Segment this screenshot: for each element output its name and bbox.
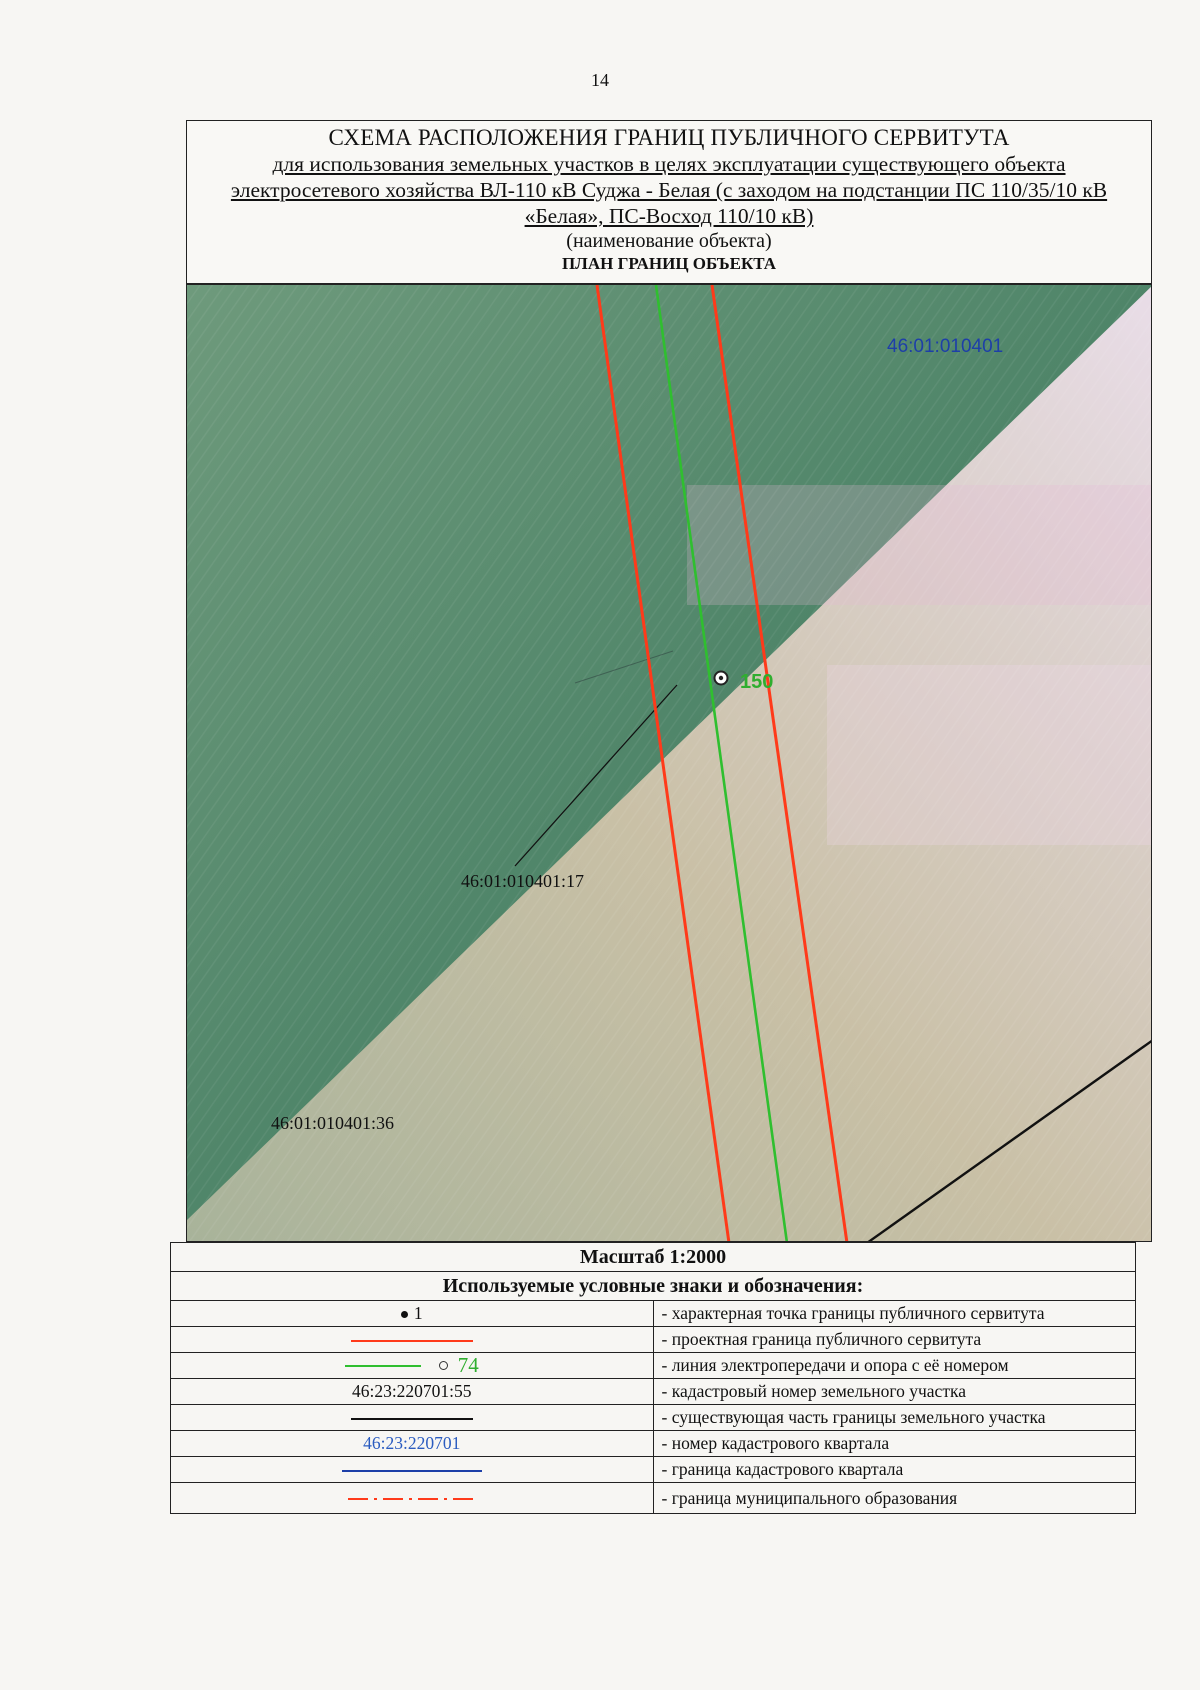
parcel-label: 46:01:010401:36 — [271, 1113, 395, 1133]
legend-symbol — [171, 1405, 654, 1431]
page-number: 14 — [591, 70, 609, 90]
legend-text: - существующая часть границы земельного участка — [653, 1405, 1136, 1431]
blue-line-icon — [342, 1470, 482, 1472]
black-line-icon — [351, 1418, 473, 1420]
dash-dot-line-icon — [348, 1497, 476, 1501]
object-caption: (наименование объекта) — [566, 230, 772, 252]
legend-row — [171, 1457, 1136, 1483]
legend-row — [171, 1431, 1136, 1457]
legend-row — [171, 1405, 1136, 1431]
map-plan — [186, 284, 1152, 1242]
legend-symbol: 74 — [171, 1353, 654, 1379]
legend-text: - характерная точка границы публичного сервитута — [653, 1301, 1136, 1327]
scheme-title: СХЕМА РАСПОЛОЖЕНИЯ ГРАНИЦ ПУБЛИЧНОГО СЕРВИТУТА — [328, 125, 1010, 150]
legend-text: - линия электропередачи и опора с её номером — [653, 1353, 1136, 1379]
scale-label: Масштаб 1:2000 — [171, 1243, 1136, 1272]
satellite-map — [187, 285, 1152, 1242]
pole-number: 150 — [740, 671, 774, 693]
legend-table — [170, 1242, 1136, 1514]
legend-text: - граница муниципального образования — [653, 1483, 1136, 1514]
legend-text: - проектная граница публичного сервитута — [653, 1327, 1136, 1353]
legend-heading: Используемые условные знаки и обозначения: — [171, 1272, 1136, 1301]
legend-symbol: 1 — [171, 1301, 654, 1327]
legend-text: - кадастровый номер земельного участка — [653, 1379, 1136, 1405]
pole-icon — [439, 1361, 448, 1370]
legend-symbol — [171, 1483, 654, 1514]
legend-text: - граница кадастрового квартала — [653, 1457, 1136, 1483]
legend-symbol — [171, 1457, 654, 1483]
legend-symbol: 46:23:220701 — [171, 1431, 654, 1457]
parcel-label: 46:01:010401:17 — [461, 871, 585, 891]
title-block — [186, 120, 1152, 284]
legend-symbol — [171, 1327, 654, 1353]
plan-title: ПЛАН ГРАНИЦ ОБЪЕКТА — [561, 254, 777, 273]
legend-row — [171, 1379, 1136, 1405]
green-line-icon — [345, 1365, 421, 1367]
legend-text: - номер кадастрового квартала — [653, 1431, 1136, 1457]
cadastral-quarter-label: 46:01:010401 — [887, 336, 1004, 357]
legend-row — [171, 1483, 1136, 1514]
object-description: для использования земельных участков в целях эксплуатации существующего объекта электросетевого хозяйства ВЛ-110 кВ Суджа - Белая (с заходом на подстанции ПС 110/35/10 кВ «Белая», ПС-Восход 110/10 кВ) — [230, 152, 1108, 228]
point-icon — [401, 1311, 408, 1318]
legend-row — [171, 1353, 1136, 1379]
legend-row — [171, 1327, 1136, 1353]
red-line-icon — [351, 1340, 473, 1342]
legend-symbol: 46:23:220701:55 — [171, 1379, 654, 1405]
legend-row — [171, 1301, 1136, 1327]
